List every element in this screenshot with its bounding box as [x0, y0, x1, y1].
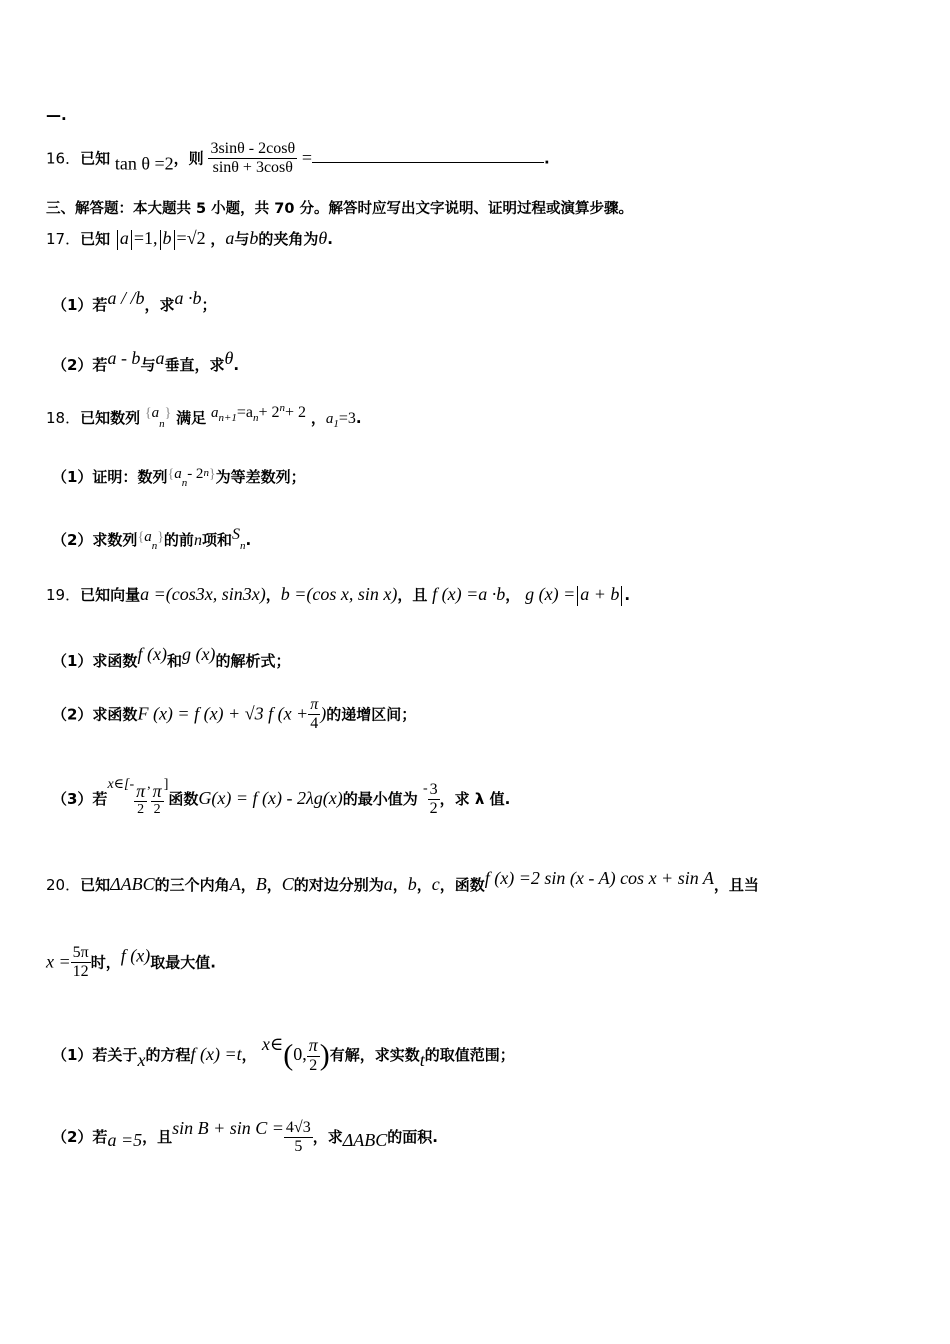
question-number: 18．	[46, 409, 81, 427]
question-20: 20．已知ΔABC的三个内角A，B，C的对边分别为a，b，c，函数f (x) =2 sin (x - A) cos x + sin A，且当	[46, 868, 759, 894]
question-number: 16．	[46, 149, 81, 168]
section-heading: 三、解答题：本大题共 5 小题，共 70 分。解答时应写出文字说明、证明过程或演算步骤。	[46, 201, 633, 217]
question-16: 16．已知 tan θ =2，则 $\frac{3\sin\theta - 2\cos\theta}{\sin\theta + 3\cos\theta}$ = .	[46, 140, 550, 177]
question-number: 19．	[46, 586, 81, 604]
question-19-part-2: （2）求函数F (x) = f (x) + √3 f (x + $\frac{\pi}{4}$ )的递增区间；	[52, 696, 417, 733]
question-19-part-1: （1）求函数f (x)和g (x)的解析式；	[52, 644, 291, 670]
fraction: $\frac{3\sin\theta - 2\cos\theta}{\sin\theta + 3\cos\theta}$	[210, 140, 296, 177]
question-18-part-1: （1）证明：数列{$a_n-$ 2$^n$}为等差数列；	[52, 466, 306, 489]
question-18-part-2: （2）求数列$\{a_n\}$的前n项和$S_n$.	[52, 526, 252, 552]
question-17-part-1: （1）若a / /b，求a ·b；	[52, 288, 217, 314]
question-20-part-2: （2）若a =5，且sin B + sin C = $\frac{4√3}{5}$ ，求ΔABC的面积.	[52, 1118, 438, 1155]
question-20-line-2: x = $\frac{5\pi}{12}$ 时，f (x)取最大值.	[46, 944, 216, 981]
question-17: 17．已知 a =1, b =√2 ，a与b的夹角为θ.	[46, 228, 333, 248]
question-19-part-3: （3）若x∈[- $\frac{\pi}{2}$ , $\frac{\pi}{2}$ ]函数G(x) = f (x) - 2λg(x)的最小值为 - $\frac{3}{2}$ ，求 λ 值.	[52, 777, 511, 818]
question-17-part-2: （2）若a - b与a垂直，求θ.	[52, 348, 240, 374]
question-18: 18．已知数列 $\{a_n\}$ 满足 $a_{n+1}=a_n+ 2^n+ 2$ ，$a_1=3$.	[46, 402, 362, 430]
answer-blank[interactable]	[312, 150, 544, 163]
condition: tan θ =2	[114, 153, 174, 174]
question-20-part-1: （1）若关于x的方程f (x) =t， x∈(0, $\frac{\pi}{2}$ )有解，求实数t的取值范围；	[52, 1034, 515, 1075]
question-number: 17．	[46, 230, 81, 248]
previous-question-tail: —.	[46, 106, 67, 124]
question-number: 20．	[46, 876, 81, 894]
question-19: 19．已知向量a =(cos3x, sin3x)，b =(cos x, sin x)，且 f (x) =a ·b， g (x) = a + b .	[46, 584, 631, 604]
